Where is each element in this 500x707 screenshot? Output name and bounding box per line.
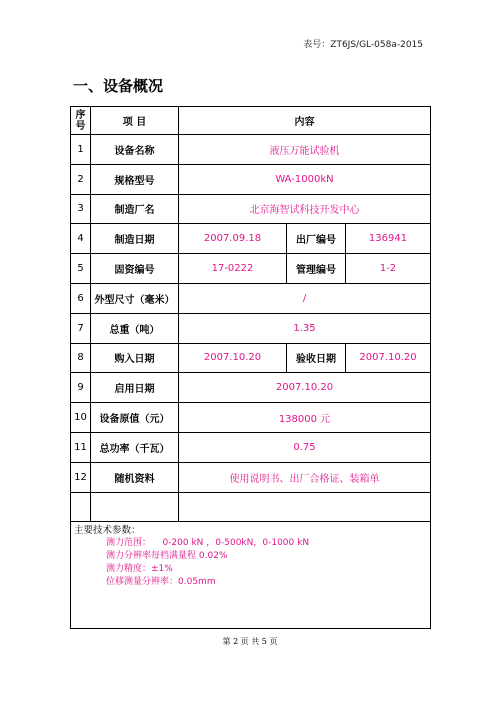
row-number: 10 xyxy=(71,403,91,433)
table-row xyxy=(71,283,431,313)
row-value: 2007.09.18 xyxy=(179,224,287,254)
table-row xyxy=(71,254,431,284)
table-row xyxy=(71,135,431,165)
row-value: 2007.10.20 xyxy=(179,373,431,403)
section-title: 一、设备概况 xyxy=(73,77,164,95)
row-value: 1.35 xyxy=(179,313,431,343)
row-value: / xyxy=(179,283,431,313)
param-value: 0-200 kN ，0-500kN，0-1000 kN xyxy=(151,537,310,548)
page-footer: 第 2 页 共 5 页 xyxy=(222,637,278,646)
param-value: ±1% xyxy=(151,563,173,574)
row-number: 1 xyxy=(71,135,91,165)
technical-parameters xyxy=(71,521,431,628)
blank-cell-value xyxy=(179,492,431,521)
table-row xyxy=(71,432,431,462)
row-number: 7 xyxy=(71,313,91,343)
param-label: 测力范围： xyxy=(106,537,152,548)
row-label: 规格型号 xyxy=(91,164,179,194)
header-content: 内容 xyxy=(179,107,431,135)
row-label-2: 验收日期 xyxy=(287,343,346,373)
form-number: 表号：ZT6JS/GL-058a-2015 xyxy=(303,40,423,50)
row-number: 9 xyxy=(71,373,91,403)
params-row xyxy=(71,521,431,628)
row-value-2: 1-2 xyxy=(346,254,431,284)
row-label: 购入日期 xyxy=(91,343,179,373)
row-number: 3 xyxy=(71,194,91,224)
row-label: 制造日期 xyxy=(91,224,179,254)
table-row xyxy=(71,373,431,403)
table-row xyxy=(71,462,431,492)
row-label: 固资编号 xyxy=(91,254,179,284)
blank-row xyxy=(71,492,431,521)
blank-cell-no xyxy=(71,492,91,521)
row-value: 0.75 xyxy=(179,432,431,462)
row-number: 8 xyxy=(71,343,91,373)
row-number: 11 xyxy=(71,432,91,462)
param-line xyxy=(74,563,430,576)
param-label: 位移测量分辨率： xyxy=(106,576,179,587)
table-row xyxy=(71,224,431,254)
row-number: 2 xyxy=(71,164,91,194)
row-value-2: 136941 xyxy=(346,224,431,254)
row-number: 12 xyxy=(71,462,91,492)
param-label: 测力分辨率每档满量程 xyxy=(106,550,197,561)
row-label: 总功率（千瓦） xyxy=(91,432,179,462)
row-number: 6 xyxy=(71,283,91,313)
table-row xyxy=(71,164,431,194)
param-line xyxy=(74,576,430,589)
row-value: 使用说明书、出厂合格证、装箱单 xyxy=(179,462,431,492)
row-label: 制造厂名 xyxy=(91,194,179,224)
param-label: 测力精度： xyxy=(106,563,152,574)
table-row xyxy=(71,194,431,224)
param-value: 0.05mm xyxy=(178,576,216,587)
header-no: 序号 xyxy=(71,107,91,135)
row-label: 设备名称 xyxy=(91,135,179,165)
row-value: 138000 元 xyxy=(179,403,431,433)
param-line xyxy=(74,550,430,563)
equipment-table xyxy=(70,106,431,629)
row-label: 启用日期 xyxy=(91,373,179,403)
param-line xyxy=(74,537,430,550)
table-header-row xyxy=(71,107,431,135)
row-value: 液压万能试验机 xyxy=(179,135,431,165)
blank-cell-label xyxy=(91,492,179,521)
row-label: 外型尺寸（毫米） xyxy=(91,283,179,313)
row-label-2: 管理编号 xyxy=(287,254,346,284)
row-label: 随机资料 xyxy=(91,462,179,492)
row-value: 17-0222 xyxy=(179,254,287,284)
row-number: 5 xyxy=(71,254,91,284)
table-row xyxy=(71,403,431,433)
row-label: 设备原值（元） xyxy=(91,403,179,433)
header-item: 项 目 xyxy=(91,107,179,135)
table-row xyxy=(71,343,431,373)
row-number: 4 xyxy=(71,224,91,254)
row-label-2: 出厂编号 xyxy=(287,224,346,254)
row-value-2: 2007.10.20 xyxy=(346,343,431,373)
row-value: WA-1000kN xyxy=(179,164,431,194)
table-row xyxy=(71,313,431,343)
param-value: 0.02% xyxy=(196,550,228,561)
row-label: 总重（吨） xyxy=(91,313,179,343)
row-value: 北京海智试科技开发中心 xyxy=(179,194,431,224)
row-value: 2007.10.20 xyxy=(179,343,287,373)
params-title: 主要技术参数： xyxy=(74,524,141,536)
